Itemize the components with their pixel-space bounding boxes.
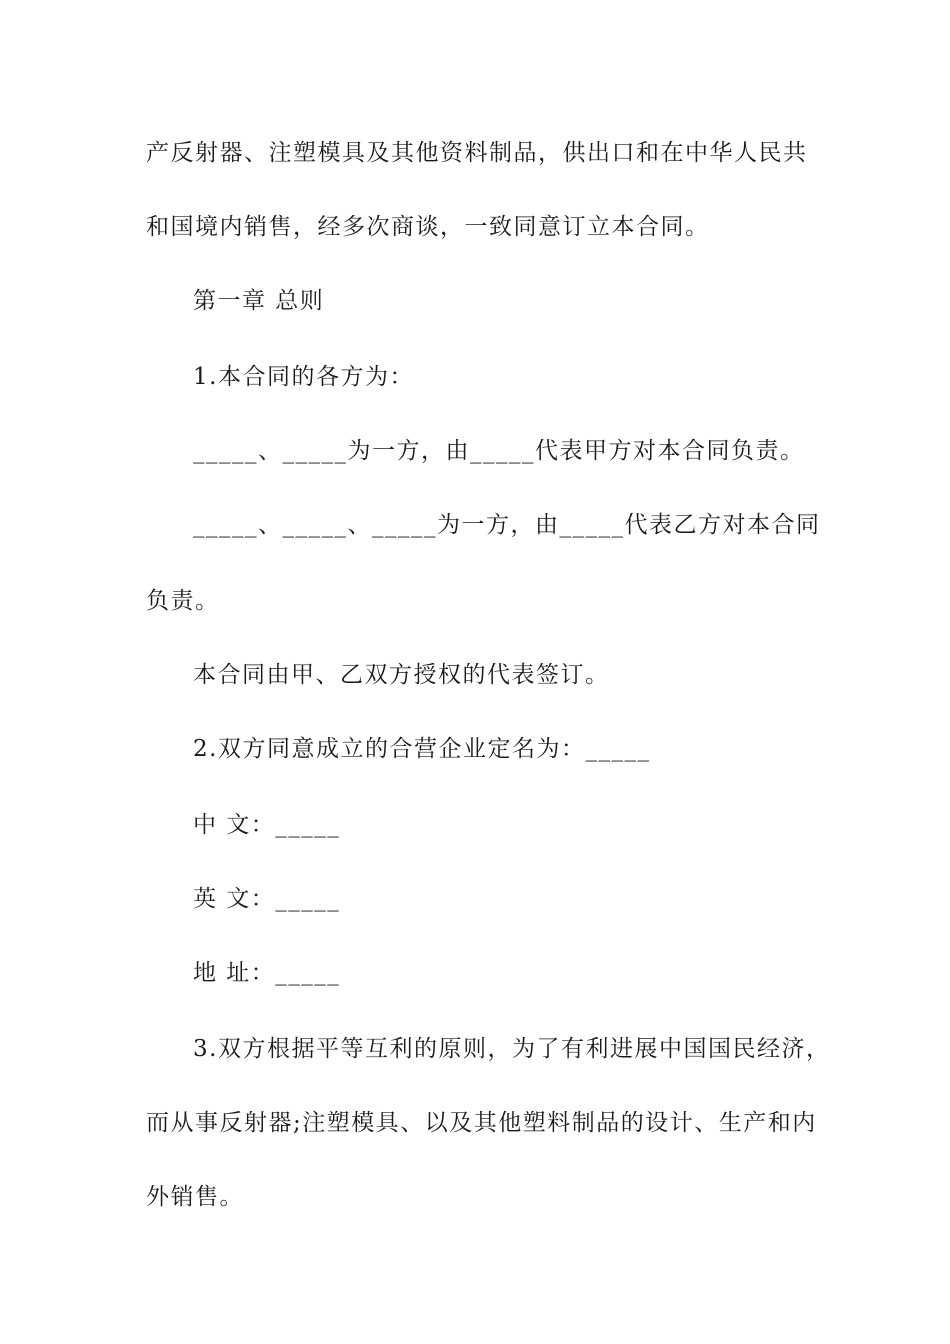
chapter-heading: 第一章 总则: [193, 288, 325, 314]
clause-heading: 2.双方同意成立的合营企业定名为：_____: [193, 736, 651, 762]
paragraph-line: 负责。: [146, 588, 220, 614]
paragraph-line: 产反射器、注塑模具及其他资料制品，供出口和在中华人民共: [146, 140, 808, 166]
address-field: 地 址：_____: [193, 960, 341, 986]
paragraph-line: 和国境内销售，经多次商谈，一致同意订立本合同。: [146, 214, 710, 240]
english-name-field: 英 文：_____: [193, 886, 341, 912]
clause-heading: 3.双方根据平等互利的原则，为了有利进展中国国民经济，: [193, 1036, 831, 1062]
party-b-line: _____、_____、_____为一方，由_____代表乙方对本合同: [193, 512, 821, 538]
paragraph-line: 而从事反射器;注塑模具、以及其他塑料制品的设计、生产和内: [146, 1110, 817, 1136]
chinese-name-field: 中 文：_____: [193, 812, 341, 838]
clause-heading: 1.本合同的各方为：: [193, 364, 414, 390]
party-a-line: _____、_____为一方，由_____代表甲方对本合同负责。: [193, 438, 805, 464]
paragraph-line: 外销售。: [146, 1184, 244, 1210]
paragraph-line: 本合同由甲、乙双方授权的代表签订。: [193, 662, 610, 688]
